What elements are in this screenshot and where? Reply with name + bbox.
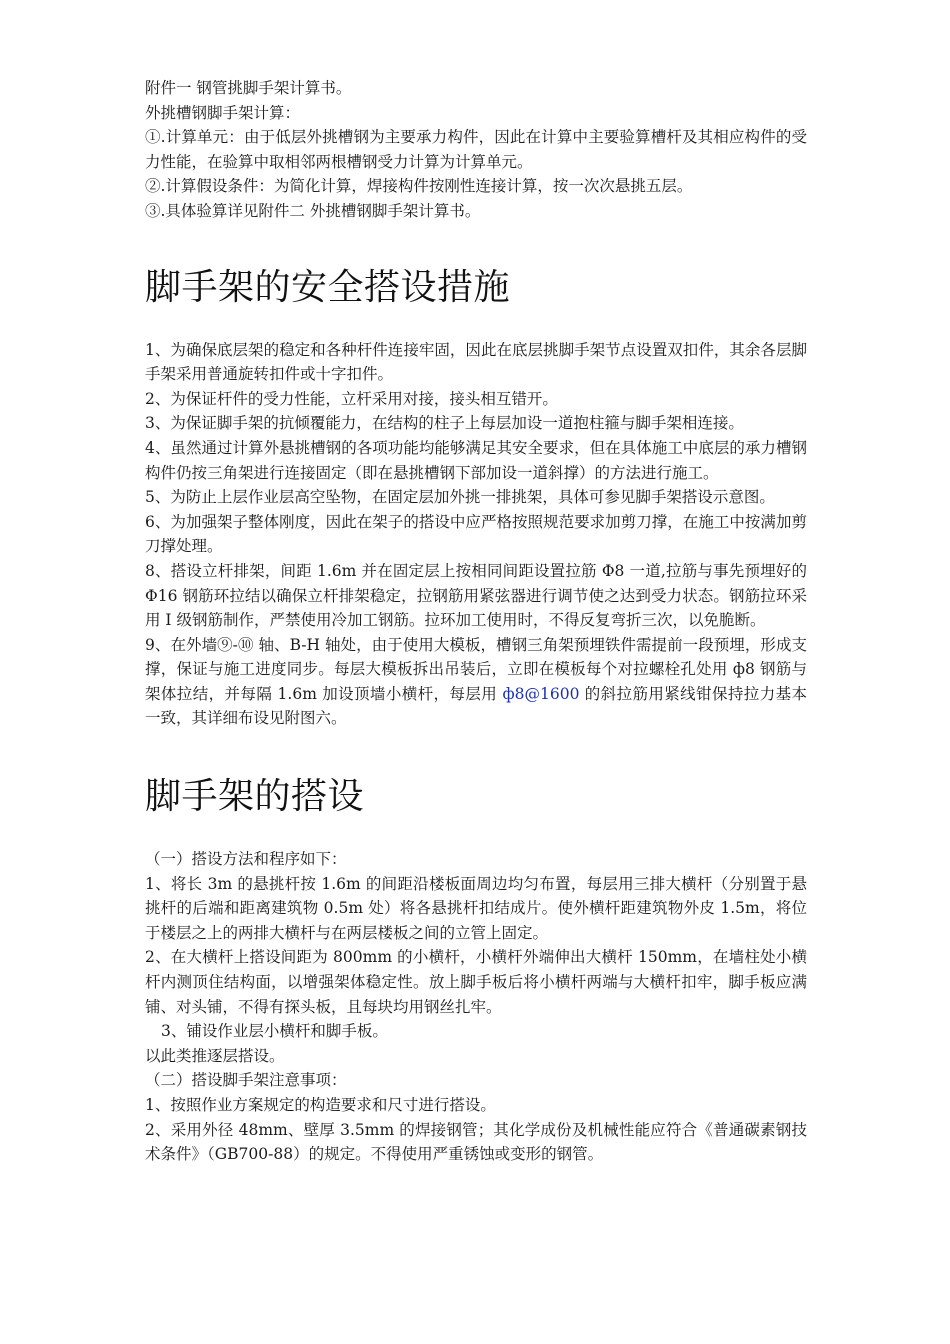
- safety-item: 2、为保证杆件的受力性能，立杆采用对接，接头相互错开。: [145, 389, 558, 408]
- erection-subheading-notes: （二）搭设脚手架注意事项：: [145, 1071, 347, 1090]
- intro-line-calc-title: 外挑槽钢脚手架计算：: [145, 103, 301, 122]
- intro-line-assumption: ②.计算假设条件：为简化计算，焊接构件按刚性连接计算，按一次次悬挑五层。: [145, 177, 693, 196]
- safety-item: 5、为防止上层作业层高空坠物，在固定层加外挑一排挑架，具体可参见脚手架搭设示意图。: [145, 488, 775, 507]
- erection-step: 3、铺设作业层小横杆和脚手板。: [161, 1022, 388, 1041]
- safety-item: 6、为加强架子整体刚度，因此在架子的搭设中应严格按照规范要求加剪刀撑，在施工中按满加剪刀撑处理。: [145, 512, 807, 556]
- safety-item: 1、为确保底层架的稳定和各种杆件连接牢固，因此在底层挑脚手架节点设置双扣件，其余各层脚手架采用普通旋转扣件或十字扣件。: [145, 340, 807, 384]
- safety-item: 4、虽然通过计算外悬挑槽钢的各项功能均能够满足其安全要求，但在具体施工中底层的承力槽钢构件仍按三角架进行连接固定（即在悬挑槽钢下部加设一道斜撑）的方法进行施工。: [145, 438, 807, 482]
- erection-note: 2、采用外径 48mm、壁厚 3.5mm 的焊接钢管；其化学成份及机械性能应符合《普通碳素钢技术条件》（GB700-88）的规定。不得使用严重锈蚀或变形的钢管。: [145, 1120, 807, 1164]
- intro-line-details: ③.具体验算详见附件二 外挑槽钢脚手架计算书。: [145, 201, 481, 220]
- erection-subheading-method: （一）搭设方法和程序如下：: [145, 850, 347, 869]
- safety-item-9: [145, 633, 807, 731]
- erection-step: 1、将长 3m 的悬挑杆按 1.6m 的间距沿楼板面周边均匀布置，每层用三排大横杆（分别置于悬挑杆的后端和距离建筑物 0.5m 处）将各悬挑杆扣结成片。使外横杆距建筑物外皮 1.5m，将位于楼层之上的两排大横杆与在两层楼板之间的立管上固定。: [145, 874, 807, 942]
- rebar-spec-link[interactable]: ф8@1600: [502, 684, 580, 703]
- section-heading-erection: 脚手架的搭设: [145, 776, 365, 818]
- document-page: [145, 76, 807, 1167]
- erection-step: 以此类推逐层搭设。: [145, 1046, 285, 1065]
- erection-note: 1、按照作业方案规定的构造要求和尺寸进行搭设。: [145, 1096, 496, 1114]
- safety-item-9-text-after: 的斜拉筋用紧线钳保持拉力基本一致，其详细布设见附图六。: [145, 684, 807, 728]
- safety-item: 8、搭设立杆排架，间距 1.6m 并在固定层上按相同间距设置拉筋 Φ8 一道,拉筋与事先预埋好的 Φ16 钢筋环拉结以确保立杆排架稳定，拉钢筋用紧弦器进行调节使之达到受力状态。钢筋拉环采用 I 级钢筋制作，严禁使用冷加工钢筋。拉环加工使用时，不得反复弯折三次，以免脆断。: [145, 561, 807, 630]
- intro-line-attachment: 附件一 钢管挑脚手架计算书。: [145, 79, 352, 97]
- safety-item-9-text-before: 9、在外墙⑨-⑩ 轴、B-H 轴处，由于使用大模板，槽钢三角架预埋铁件需提前一段预埋，形成支撑，保证与施工进度同步。每层大模板拆出吊装后，立即在模板每个对拉螺栓孔处用 ф8 钢筋与架体拉结，并每隔 1.6m 加设顶墙小横杆，每层用: [145, 635, 807, 703]
- erection-step: 2、在大横杆上搭设间距为 800mm 的小横杆，小横杆外端伸出大横杆 150mm，在墙柱处小横杆内测顶住结构面，以增强架体稳定性。放上脚手板后将小横杆两端与大横杆扣牢，脚手板应满铺、对头铺，不得有探头板，且每块均用钢丝扎牢。: [145, 948, 807, 1016]
- intro-line-calc-unit: ①.计算单元：由于低层外挑槽钢为主要承力构件，因此在计算中主要验算槽杆及其相应构件的受力性能，在验算中取相邻两根槽钢受力计算为计算单元。: [145, 128, 807, 171]
- section-heading-safety: 脚手架的安全搭设措施: [145, 266, 511, 308]
- safety-item: 3、为保证脚手架的抗倾覆能力，在结构的柱子上每层加设一道抱柱箍与脚手架相连接。: [145, 414, 744, 433]
